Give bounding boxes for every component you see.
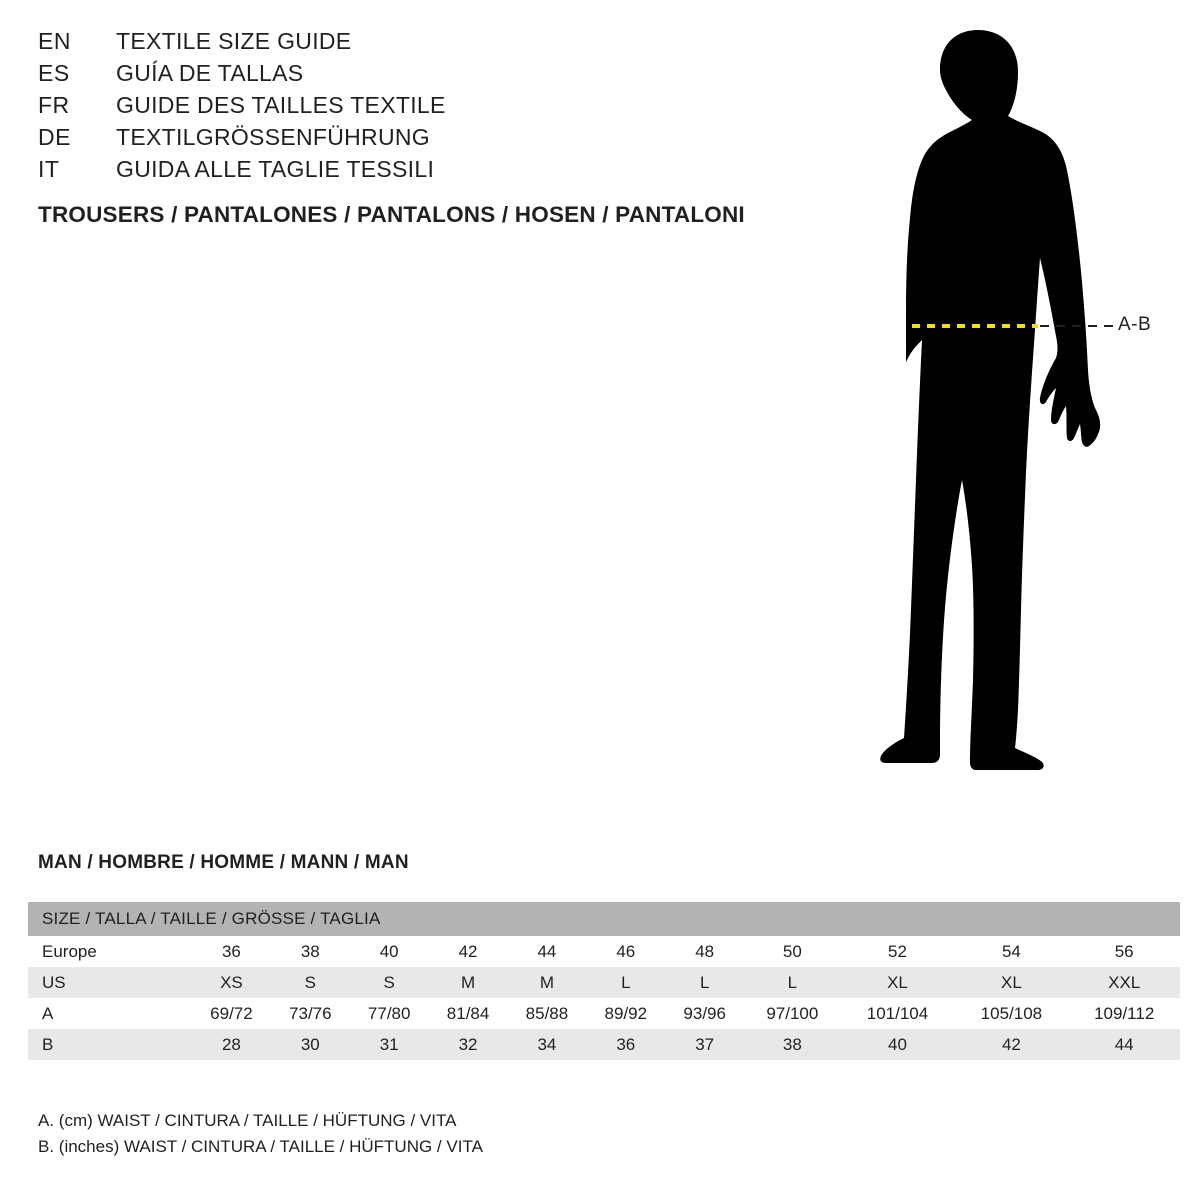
table-cell: 77/80 — [350, 998, 429, 1029]
table-cell: 73/76 — [271, 998, 350, 1029]
table-cell: 36 — [192, 936, 271, 967]
table-cell: M — [508, 967, 587, 998]
language-row — [38, 92, 798, 124]
table-cell: S — [271, 967, 350, 998]
table-cell: L — [586, 967, 665, 998]
table-cell: 93/96 — [665, 998, 744, 1029]
table-cell: L — [665, 967, 744, 998]
table-header-row — [28, 902, 1180, 936]
language-row — [38, 60, 798, 92]
table-cell: 32 — [429, 1029, 508, 1060]
language-title: TEXTILE SIZE GUIDE — [116, 28, 352, 54]
table-cell: 69/72 — [192, 998, 271, 1029]
table-section-title: MAN / HOMBRE / HOMME / MANN / MAN — [38, 852, 409, 873]
table-cell: 81/84 — [429, 998, 508, 1029]
table-cell: 31 — [350, 1029, 429, 1060]
garment-type-label: TROUSERS / PANTALONES / PANTALONS / HOSEN / PANTALONI — [38, 202, 745, 227]
table-cell: 28 — [192, 1029, 271, 1060]
row-label: US — [28, 967, 192, 998]
table-cell: M — [429, 967, 508, 998]
table-cell: XL — [841, 967, 955, 998]
table-cell: 42 — [954, 1029, 1068, 1060]
row-label: Europe — [28, 936, 192, 967]
footnote-b: B. (inches) WAIST / CINTURA / TAILLE / HÜFTUNG / VITA — [38, 1137, 483, 1156]
table-cell: 89/92 — [586, 998, 665, 1029]
table-cell: 54 — [954, 936, 1068, 967]
table-row — [28, 998, 1180, 1029]
table-row — [28, 1029, 1180, 1060]
language-title: GUÍA DE TALLAS — [116, 60, 304, 86]
table-cell: 34 — [508, 1029, 587, 1060]
table-cell: 44 — [1068, 1029, 1180, 1060]
figure-silhouette — [790, 10, 1190, 810]
language-header-block — [38, 28, 798, 228]
table-cell: XL — [954, 967, 1068, 998]
footnotes-block — [38, 1108, 483, 1160]
table-cell: 48 — [665, 936, 744, 967]
table-cell: 46 — [586, 936, 665, 967]
table-cell: XXL — [1068, 967, 1180, 998]
language-row — [38, 28, 798, 60]
footnote-a: A. (cm) WAIST / CINTURA / TAILLE / HÜFTUNG / VITA — [38, 1111, 457, 1130]
row-label: A — [28, 998, 192, 1029]
language-code: IT — [38, 156, 60, 182]
language-row — [38, 156, 798, 188]
language-code: EN — [38, 28, 71, 54]
row-label: B — [28, 1029, 192, 1060]
table-cell: 109/112 — [1068, 998, 1180, 1029]
language-title: GUIDA ALLE TAGLIE TESSILI — [116, 156, 435, 182]
table-cell: 105/108 — [954, 998, 1068, 1029]
table-cell: 30 — [271, 1029, 350, 1060]
table-row — [28, 967, 1180, 998]
table-cell: 42 — [429, 936, 508, 967]
table-cell: 37 — [665, 1029, 744, 1060]
language-code: FR — [38, 92, 70, 118]
silhouette-shape — [880, 30, 1100, 770]
table-cell: XS — [192, 967, 271, 998]
language-code: ES — [38, 60, 70, 86]
table-cell: 44 — [508, 936, 587, 967]
language-row — [38, 124, 798, 156]
table-cell: 52 — [841, 936, 955, 967]
table-cell: 38 — [744, 1029, 840, 1060]
table-cell: 38 — [271, 936, 350, 967]
table-cell: 36 — [586, 1029, 665, 1060]
table-cell: 97/100 — [744, 998, 840, 1029]
table-header-cell: SIZE / TALLA / TAILLE / GRÖSSE / TAGLIA — [28, 902, 1180, 936]
table-row — [28, 936, 1180, 967]
table-cell: 56 — [1068, 936, 1180, 967]
table-cell: 50 — [744, 936, 840, 967]
size-table — [28, 902, 1180, 1060]
table-cell: L — [744, 967, 840, 998]
table-cell: 40 — [841, 1029, 955, 1060]
table-cell: S — [350, 967, 429, 998]
language-code: DE — [38, 124, 71, 150]
language-title: GUIDE DES TAILLES TEXTILE — [116, 92, 446, 118]
table-cell: 40 — [350, 936, 429, 967]
language-title: TEXTILGRÖSSENFÜHRUNG — [116, 124, 430, 150]
table-cell: 101/104 — [841, 998, 955, 1029]
callout-label-ab: A-B — [1118, 314, 1152, 335]
table-cell: 85/88 — [508, 998, 587, 1029]
